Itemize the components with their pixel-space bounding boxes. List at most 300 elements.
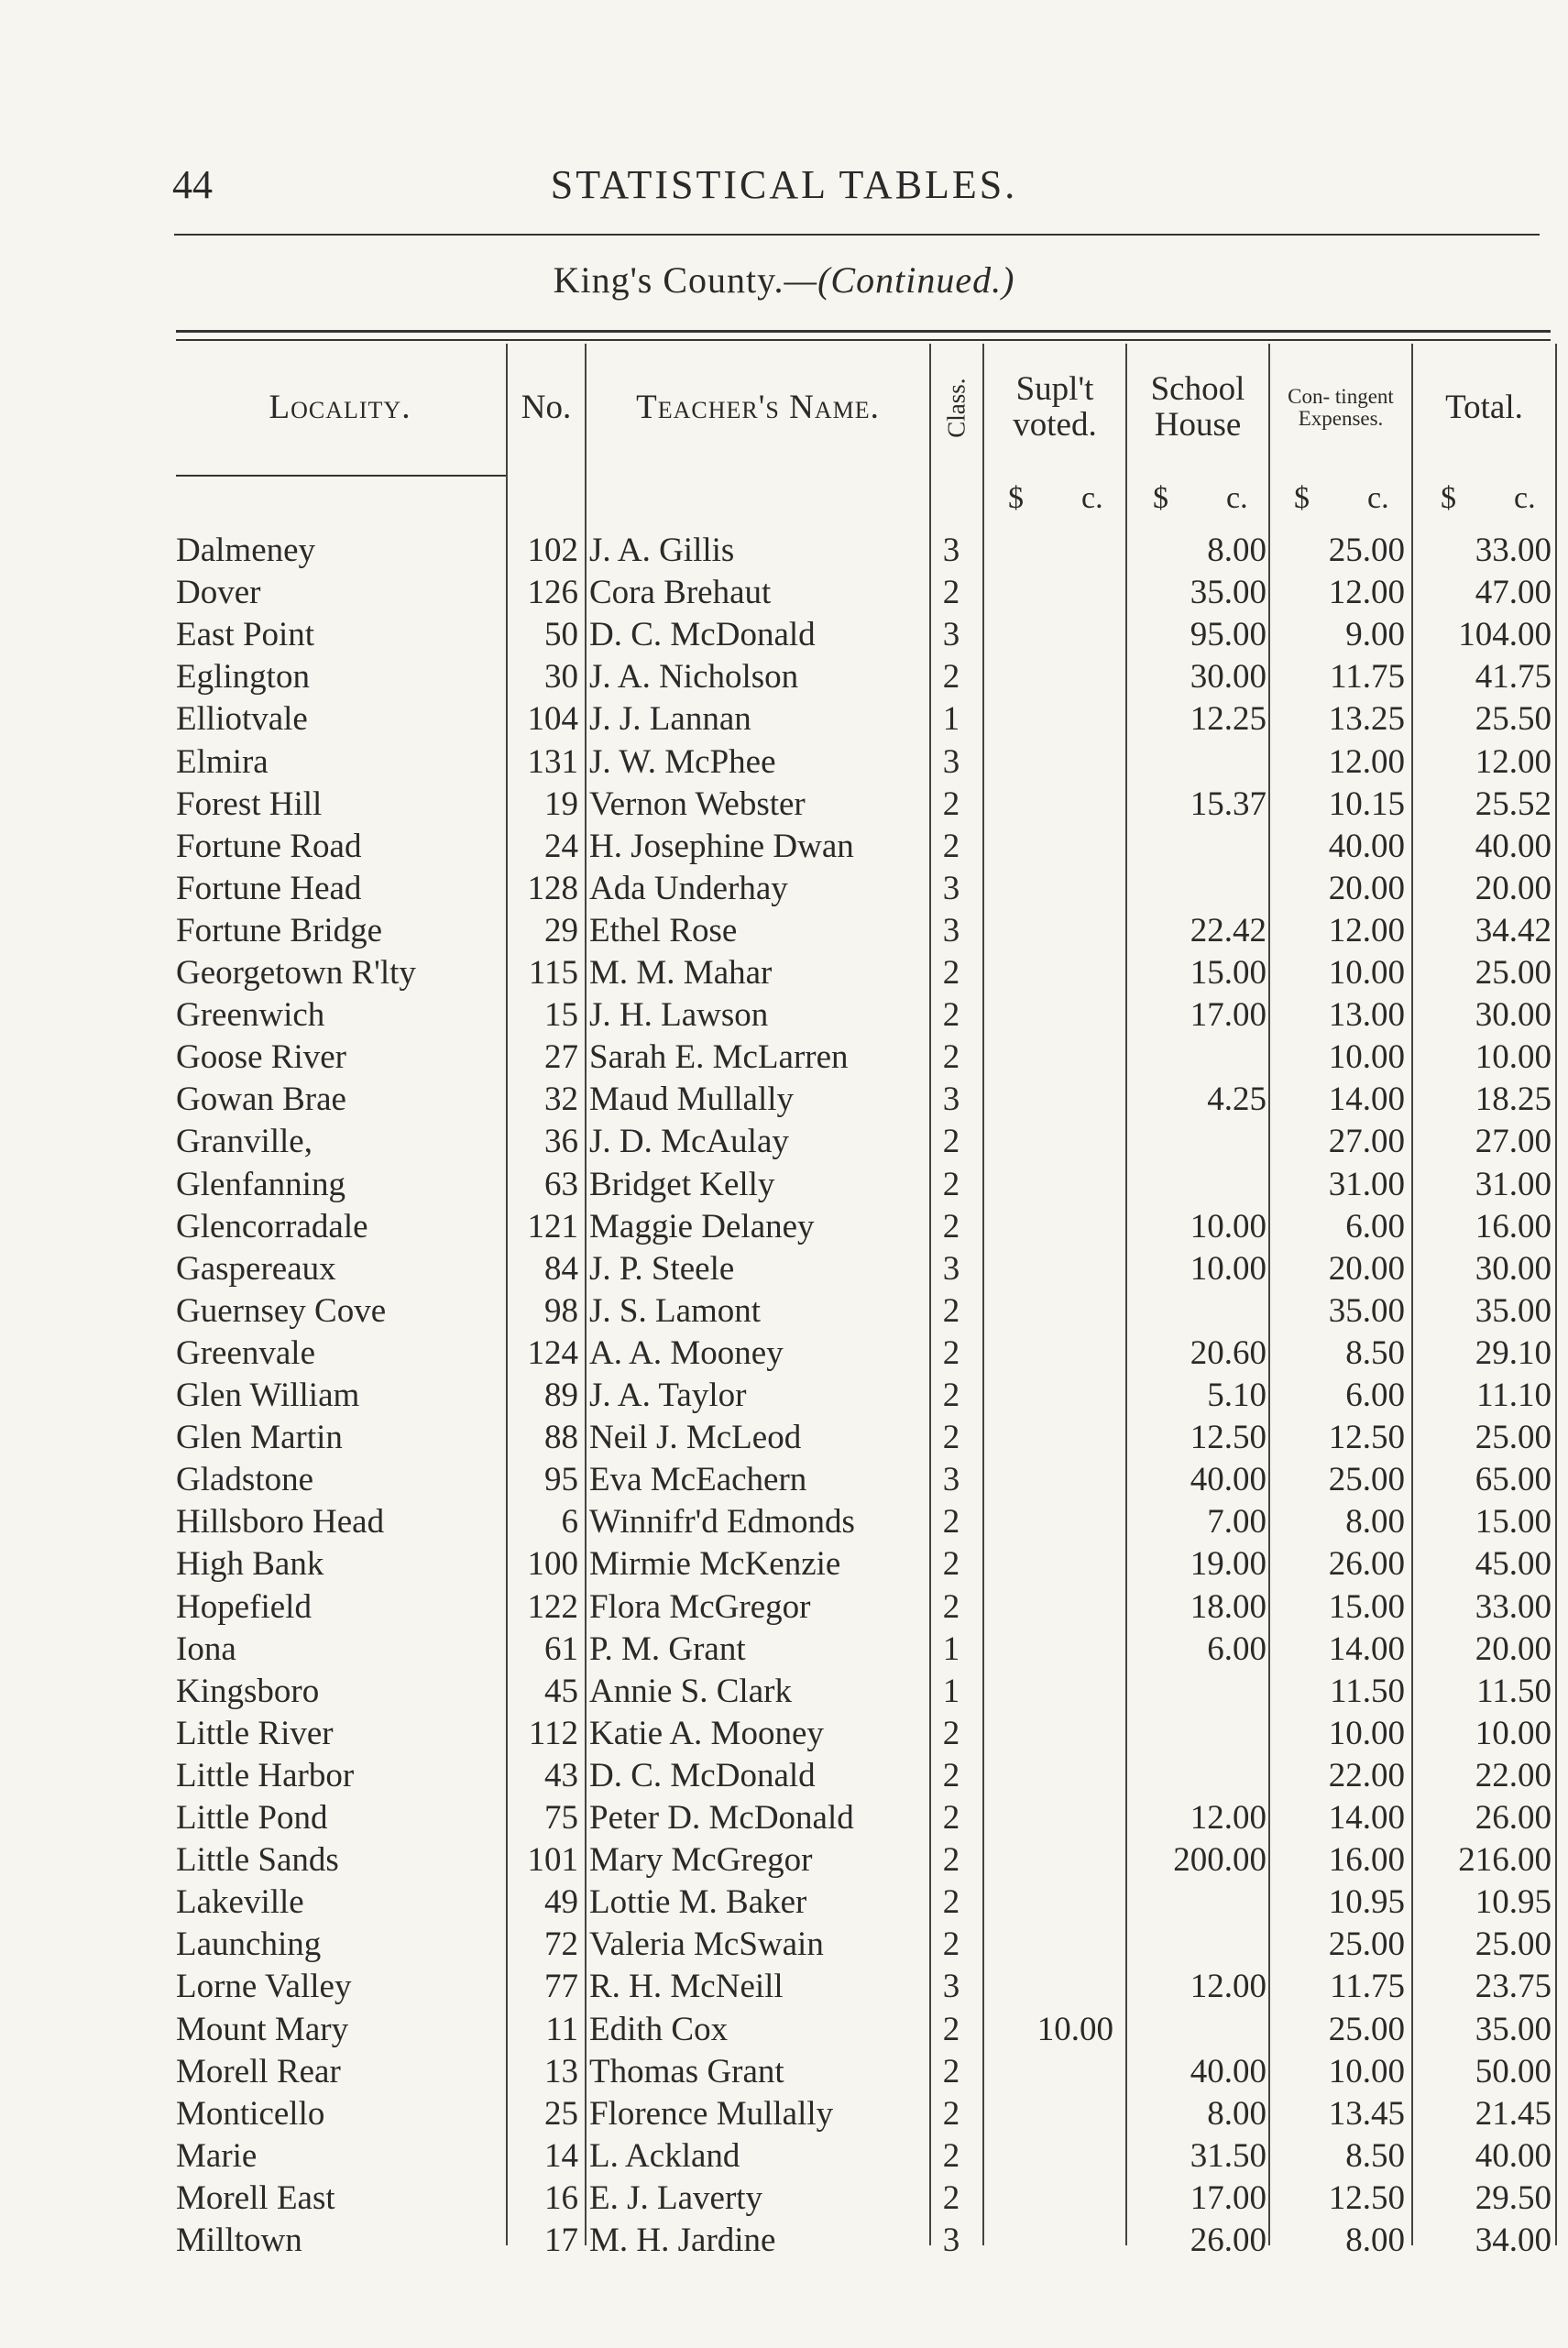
total-cell: 23.75	[1475, 1968, 1552, 2006]
school-number-cell: 84	[544, 1249, 578, 1288]
school-house-cell: 5.10	[1207, 1377, 1266, 1414]
school-number-cell: 29	[544, 911, 578, 949]
school-house-cell: 22.42	[1190, 911, 1266, 949]
school-number-cell: 104	[527, 700, 578, 739]
total-cell: 10.00	[1475, 1038, 1552, 1077]
header-locality: Locality.	[269, 388, 411, 426]
contingent-cell: 40.00	[1328, 827, 1405, 865]
school-house-cell: 12.00	[1190, 1799, 1266, 1837]
class-cell: 3	[942, 869, 960, 907]
school-number-cell: 17	[544, 2222, 578, 2259]
school-number-cell: 14	[544, 2136, 578, 2175]
school-number-cell: 101	[527, 1841, 578, 1880]
header-bottom-rule	[176, 475, 506, 477]
locality-cell: Glen William	[176, 1377, 360, 1414]
school-number-cell: 19	[544, 784, 578, 823]
teacher-name-cell: J. H. Lawson	[589, 996, 769, 1035]
teacher-name-cell: Eva McEachern	[589, 1461, 807, 1499]
teacher-name-cell: J. D. McAulay	[589, 1123, 789, 1161]
school-number-cell: 75	[544, 1799, 578, 1837]
school-number-cell: 102	[527, 532, 578, 569]
class-cell: 2	[942, 2010, 960, 2048]
table-row	[0, 1839, 1568, 1882]
unit-row	[0, 481, 1568, 527]
teacher-name-cell: R. H. McNeill	[589, 1968, 784, 2006]
school-number-cell: 112	[528, 1714, 578, 1752]
total-cell: 18.25	[1475, 1081, 1552, 1119]
school-number-cell: 72	[544, 1926, 578, 1964]
teacher-name-cell: J. A. Nicholson	[589, 658, 799, 697]
total-cell: 104.00	[1458, 616, 1552, 654]
locality-cell: Little Harbor	[176, 1756, 355, 1794]
table-row	[0, 530, 1568, 572]
contingent-cell: 25.00	[1328, 1926, 1405, 1964]
total-cell: 21.45	[1475, 2094, 1552, 2133]
total-cell: 12.00	[1475, 742, 1552, 781]
class-cell: 3	[942, 532, 960, 569]
teacher-name-cell: Sarah E. McLarren	[589, 1038, 849, 1077]
school-number-cell: 95	[544, 1461, 578, 1499]
contingent-cell: 14.00	[1328, 1799, 1405, 1837]
page-number: 44	[172, 162, 213, 207]
school-number-cell: 6	[561, 1503, 578, 1542]
total-cell: 33.00	[1475, 532, 1552, 569]
contingent-cell: 35.00	[1328, 1291, 1405, 1330]
table-row	[0, 1713, 1568, 1755]
locality-cell: Elmira	[176, 742, 269, 781]
locality-cell: Glenfanning	[176, 1165, 345, 1203]
school-house-cell: 18.00	[1190, 1587, 1266, 1626]
unit-cent: c.	[1514, 481, 1536, 515]
class-cell: 2	[942, 658, 960, 697]
school-house-cell: 17.00	[1190, 2178, 1266, 2217]
class-cell: 2	[942, 1714, 960, 1752]
teacher-name-cell: M. H. Jardine	[589, 2222, 776, 2259]
teacher-name-cell: Mary McGregor	[589, 1841, 813, 1880]
unit-dollar: $	[1294, 481, 1310, 515]
school-number-cell: 77	[544, 1968, 578, 2006]
table-row	[0, 2178, 1568, 2220]
locality-cell: High Bank	[176, 1545, 324, 1584]
unit-dollar: $	[1008, 481, 1024, 515]
school-house-cell: 31.50	[1190, 2136, 1266, 2175]
table-top-double-rule-a	[176, 330, 1551, 333]
table-row	[0, 1924, 1568, 1966]
total-cell: 40.00	[1475, 2136, 1552, 2175]
total-cell: 30.00	[1475, 1249, 1552, 1288]
contingent-cell: 10.00	[1328, 1038, 1405, 1077]
unit-cent: c.	[1226, 481, 1248, 515]
total-cell: 29.50	[1475, 2178, 1552, 2217]
locality-cell: Guernsey Cove	[176, 1291, 387, 1330]
contingent-cell: 10.95	[1328, 1883, 1405, 1922]
locality-cell: Fortune Road	[176, 827, 362, 865]
contingent-cell: 27.00	[1328, 1123, 1405, 1161]
total-cell: 22.00	[1475, 1756, 1552, 1794]
school-number-cell: 11	[545, 2010, 578, 2048]
class-cell: 3	[942, 911, 960, 949]
table-row	[0, 572, 1568, 614]
locality-cell: Morell East	[176, 2178, 335, 2217]
school-number-cell: 15	[544, 996, 578, 1035]
contingent-cell: 15.00	[1328, 1587, 1405, 1626]
total-cell: 25.52	[1475, 784, 1552, 823]
locality-cell: Monticello	[176, 2094, 325, 2133]
school-house-cell: 7.00	[1207, 1503, 1266, 1542]
teacher-name-cell: Valeria McSwain	[589, 1926, 824, 1964]
locality-cell: Glencorradale	[176, 1207, 368, 1245]
locality-cell: Fortune Bridge	[176, 911, 383, 949]
school-house-cell: 17.00	[1190, 996, 1266, 1035]
class-cell: 2	[942, 2052, 960, 2090]
contingent-cell: 10.15	[1328, 784, 1405, 823]
contingent-cell: 16.00	[1328, 1841, 1405, 1880]
locality-cell: Hopefield	[176, 1587, 312, 1626]
teacher-name-cell: Bridget Kelly	[589, 1165, 775, 1203]
class-cell: 3	[942, 742, 960, 781]
school-number-cell: 43	[544, 1756, 578, 1794]
school-number-cell: 126	[527, 574, 578, 612]
county-name: King's County.	[553, 259, 784, 301]
school-number-cell: 25	[544, 2094, 578, 2133]
class-cell: 2	[942, 1841, 960, 1880]
school-house-cell: 40.00	[1190, 1461, 1266, 1499]
school-number-cell: 98	[544, 1291, 578, 1330]
class-cell: 2	[942, 996, 960, 1035]
total-cell: 50.00	[1475, 2052, 1552, 2090]
contingent-cell: 12.00	[1328, 742, 1405, 781]
class-cell: 2	[942, 2094, 960, 2133]
suplt-voted-cell: 10.00	[1036, 2010, 1113, 2048]
table-row	[0, 952, 1568, 994]
total-cell: 10.00	[1475, 1714, 1552, 1752]
class-cell: 2	[942, 574, 960, 612]
teacher-name-cell: Thomas Grant	[589, 2052, 784, 2090]
teacher-name-cell: Maggie Delaney	[589, 1207, 815, 1245]
school-house-cell: 8.00	[1207, 2094, 1266, 2133]
header-teacher: Teacher's Name.	[636, 388, 880, 426]
locality-cell: Elliotvale	[176, 700, 308, 739]
school-house-cell: 19.00	[1190, 1545, 1266, 1584]
header-contingent-expenses: Con- tingent Expenses.	[1288, 384, 1394, 430]
teacher-name-cell: Annie S. Clark	[589, 1672, 792, 1710]
contingent-cell: 20.00	[1328, 1249, 1405, 1288]
total-cell: 26.00	[1475, 1799, 1552, 1837]
school-house-cell: 30.00	[1190, 658, 1266, 697]
teacher-name-cell: Maud Mullally	[589, 1081, 795, 1119]
teacher-name-cell: Peter D. McDonald	[589, 1799, 854, 1837]
school-number-cell: 50	[544, 616, 578, 654]
school-number-cell: 63	[544, 1165, 578, 1203]
class-cell: 2	[942, 1207, 960, 1245]
contingent-cell: 8.00	[1345, 1503, 1405, 1542]
total-cell: 34.00	[1475, 2222, 1552, 2259]
contingent-cell: 20.00	[1328, 869, 1405, 907]
top-rule	[174, 234, 1540, 236]
table-row	[0, 1755, 1568, 1797]
teacher-name-cell: J. P. Steele	[589, 1249, 735, 1288]
table-row	[0, 1037, 1568, 1079]
contingent-cell: 10.00	[1328, 1714, 1405, 1752]
total-cell: 30.00	[1475, 996, 1552, 1035]
teacher-name-cell: J. A. Taylor	[589, 1377, 747, 1414]
table-row	[0, 1797, 1568, 1839]
locality-cell: Fortune Head	[176, 869, 362, 907]
school-number-cell: 88	[544, 1419, 578, 1457]
table-row	[0, 1586, 1568, 1629]
table-row	[0, 2051, 1568, 2093]
school-number-cell: 45	[544, 1672, 578, 1710]
contingent-cell: 25.00	[1328, 1461, 1405, 1499]
total-cell: 10.95	[1475, 1883, 1552, 1922]
school-house-cell: 10.00	[1190, 1249, 1266, 1288]
school-house-cell: 6.00	[1207, 1629, 1266, 1668]
class-cell: 1	[942, 1629, 960, 1668]
class-cell: 3	[942, 1968, 960, 2006]
school-house-cell: 26.00	[1190, 2222, 1266, 2259]
school-house-cell: 20.60	[1190, 1333, 1266, 1372]
header-total: Total.	[1445, 388, 1523, 426]
class-cell: 3	[942, 2222, 960, 2259]
locality-cell: Lorne Valley	[176, 1968, 352, 2006]
contingent-cell: 10.00	[1328, 954, 1405, 992]
school-house-cell: 8.00	[1207, 532, 1266, 569]
contingent-cell: 13.45	[1328, 2094, 1405, 2133]
class-cell: 2	[942, 1291, 960, 1330]
class-cell: 2	[942, 2136, 960, 2175]
table-row	[0, 2135, 1568, 2178]
school-number-cell: 16	[544, 2178, 578, 2217]
contingent-cell: 12.50	[1328, 1419, 1405, 1457]
table-row	[0, 1966, 1568, 2008]
contingent-cell: 13.25	[1328, 700, 1405, 739]
total-cell: 25.50	[1475, 700, 1552, 739]
school-house-cell: 35.00	[1190, 574, 1266, 612]
total-cell: 35.00	[1475, 1291, 1552, 1330]
contingent-cell: 6.00	[1345, 1207, 1405, 1245]
locality-cell: Gowan Brae	[176, 1081, 346, 1119]
teacher-name-cell: Lottie M. Baker	[589, 1883, 807, 1922]
class-cell: 2	[942, 1333, 960, 1372]
table-row	[0, 1882, 1568, 1924]
table-row	[0, 656, 1568, 698]
unit-dollar: $	[1153, 481, 1168, 515]
table-row	[0, 1121, 1568, 1163]
total-cell: 35.00	[1475, 2010, 1552, 2048]
teacher-name-cell: Katie A. Mooney	[589, 1714, 824, 1752]
teacher-name-cell: Vernon Webster	[589, 784, 806, 823]
contingent-cell: 14.00	[1328, 1629, 1405, 1668]
teacher-name-cell: Ada Underhay	[589, 869, 788, 907]
unit-cent: c.	[1367, 481, 1389, 515]
table-row	[0, 910, 1568, 952]
total-cell: 31.00	[1475, 1165, 1552, 1203]
locality-cell: Little Pond	[176, 1799, 328, 1837]
school-house-cell: 12.50	[1190, 1419, 1266, 1457]
class-cell: 1	[942, 1672, 960, 1710]
school-number-cell: 115	[528, 954, 578, 992]
class-cell: 2	[942, 784, 960, 823]
table-row	[0, 2093, 1568, 2135]
teacher-name-cell: E. J. Laverty	[589, 2178, 763, 2217]
contingent-cell: 31.00	[1328, 1165, 1405, 1203]
locality-cell: Little River	[176, 1714, 334, 1752]
total-cell: 33.00	[1475, 1587, 1552, 1626]
total-cell: 47.00	[1475, 574, 1552, 612]
table-row	[0, 1206, 1568, 1248]
table-row	[0, 1629, 1568, 1671]
teacher-name-cell: Flora McGregor	[589, 1587, 811, 1626]
class-cell: 2	[942, 1883, 960, 1922]
teacher-name-cell: J. W. McPhee	[589, 742, 776, 781]
total-cell: 29.10	[1475, 1333, 1552, 1372]
table-row	[0, 1501, 1568, 1543]
class-cell: 3	[942, 1249, 960, 1288]
contingent-cell: 8.00	[1345, 2222, 1405, 2259]
header-no: No.	[521, 388, 572, 426]
school-number-cell: 13	[544, 2052, 578, 2090]
locality-cell: Dover	[176, 574, 261, 612]
school-house-cell: 12.00	[1190, 1968, 1266, 2006]
class-cell: 2	[942, 954, 960, 992]
table-row	[0, 1248, 1568, 1290]
class-cell: 1	[942, 700, 960, 739]
class-cell: 2	[942, 1038, 960, 1077]
header-suplt-voted: Supl't voted.	[1013, 370, 1097, 444]
contingent-cell: 13.00	[1328, 996, 1405, 1035]
locality-cell: Forest Hill	[176, 784, 323, 823]
locality-cell: Milltown	[176, 2222, 302, 2259]
locality-cell: Greenwich	[176, 996, 325, 1035]
running-head: STATISTICAL TABLES.	[550, 162, 1018, 207]
unit-dollar: $	[1441, 481, 1456, 515]
class-cell: 3	[942, 616, 960, 654]
school-house-cell: 12.25	[1190, 700, 1266, 739]
locality-cell: Mount Mary	[176, 2010, 349, 2048]
school-house-cell: 15.00	[1190, 954, 1266, 992]
table-row	[0, 1671, 1568, 1713]
table-row	[0, 1543, 1568, 1585]
school-number-cell: 131	[527, 742, 578, 781]
table-row	[0, 868, 1568, 910]
table-row	[0, 1079, 1568, 1121]
teacher-name-cell: D. C. McDonald	[589, 1756, 816, 1794]
locality-cell: Gaspereaux	[176, 1249, 336, 1288]
contingent-cell: 11.50	[1330, 1672, 1405, 1710]
total-cell: 25.00	[1475, 1926, 1552, 1964]
school-house-cell: 40.00	[1190, 2052, 1266, 2090]
teacher-name-cell: L. Ackland	[589, 2136, 740, 2175]
total-cell: 40.00	[1475, 827, 1552, 865]
table-subtitle	[0, 258, 1568, 302]
teacher-name-cell: Mirmie McKenzie	[589, 1545, 841, 1584]
teacher-name-cell: A. A. Mooney	[589, 1333, 784, 1372]
class-cell: 2	[942, 1165, 960, 1203]
contingent-cell: 8.50	[1345, 1333, 1405, 1372]
school-number-cell: 27	[544, 1038, 578, 1077]
locality-cell: Gladstone	[176, 1461, 314, 1499]
locality-cell: East Point	[176, 616, 315, 654]
class-cell: 2	[942, 2178, 960, 2217]
class-cell: 3	[942, 1461, 960, 1499]
class-cell: 2	[942, 1503, 960, 1542]
class-cell: 2	[942, 1545, 960, 1584]
class-cell: 2	[942, 1419, 960, 1457]
school-house-cell: 95.00	[1190, 616, 1266, 654]
class-cell: 3	[942, 1081, 960, 1119]
school-number-cell: 24	[544, 827, 578, 865]
table-row	[0, 994, 1568, 1037]
total-cell: 25.00	[1475, 954, 1552, 992]
table-row	[0, 826, 1568, 868]
header-class: Class.	[942, 378, 970, 438]
table-row	[0, 784, 1568, 826]
class-cell: 2	[942, 1756, 960, 1794]
locality-cell: Hillsboro Head	[176, 1503, 385, 1542]
teacher-name-cell: J. J. Lannan	[589, 700, 751, 739]
continued-label: —(Continued.)	[784, 259, 1015, 301]
school-number-cell: 124	[527, 1333, 578, 1372]
contingent-cell: 25.00	[1328, 532, 1405, 569]
locality-cell: Iona	[176, 1629, 236, 1668]
school-number-cell: 32	[544, 1081, 578, 1119]
contingent-cell: 11.75	[1330, 1968, 1405, 2006]
total-cell: 11.10	[1476, 1377, 1552, 1414]
locality-cell: Marie	[176, 2136, 258, 2175]
school-house-cell: 15.37	[1190, 784, 1266, 823]
contingent-cell: 8.50	[1345, 2136, 1405, 2175]
teacher-name-cell: Florence Mullally	[589, 2094, 834, 2133]
school-number-cell: 89	[544, 1377, 578, 1414]
teacher-name-cell: Ethel Rose	[589, 911, 738, 949]
contingent-cell: 12.00	[1328, 574, 1405, 612]
contingent-cell: 12.00	[1328, 911, 1405, 949]
school-number-cell: 30	[544, 658, 578, 697]
class-cell: 2	[942, 827, 960, 865]
total-cell: 20.00	[1475, 1629, 1552, 1668]
locality-cell: Little Sands	[176, 1841, 339, 1880]
total-cell: 34.42	[1475, 911, 1552, 949]
table-row	[0, 1290, 1568, 1333]
total-cell: 41.75	[1475, 658, 1552, 697]
school-number-cell: 128	[527, 869, 578, 907]
contingent-cell: 26.00	[1328, 1545, 1405, 1584]
locality-cell: Glen Martin	[176, 1419, 343, 1457]
header-school-house: School House	[1150, 370, 1245, 444]
table-row	[0, 2220, 1568, 2262]
table-top-double-rule-b	[176, 339, 1551, 341]
teacher-name-cell: P. M. Grant	[589, 1629, 746, 1668]
contingent-cell: 9.00	[1345, 616, 1405, 654]
class-cell: 2	[942, 1123, 960, 1161]
table-row	[0, 614, 1568, 656]
contingent-cell: 25.00	[1328, 2010, 1405, 2048]
class-cell: 2	[942, 1926, 960, 1964]
school-number-cell: 100	[527, 1545, 578, 1584]
locality-cell: Greenvale	[176, 1333, 316, 1372]
school-house-cell: 10.00	[1190, 1207, 1266, 1245]
teacher-name-cell: M. M. Mahar	[589, 954, 773, 992]
teacher-name-cell: Cora Brehaut	[589, 574, 772, 612]
contingent-cell: 22.00	[1328, 1756, 1405, 1794]
table-row	[0, 1417, 1568, 1459]
school-number-cell: 61	[544, 1629, 578, 1668]
total-cell: 25.00	[1475, 1419, 1552, 1457]
teacher-name-cell: J. A. Gillis	[589, 532, 735, 569]
total-cell: 16.00	[1475, 1207, 1552, 1245]
locality-cell: Granville,	[176, 1123, 313, 1161]
total-cell: 216.00	[1458, 1841, 1552, 1880]
